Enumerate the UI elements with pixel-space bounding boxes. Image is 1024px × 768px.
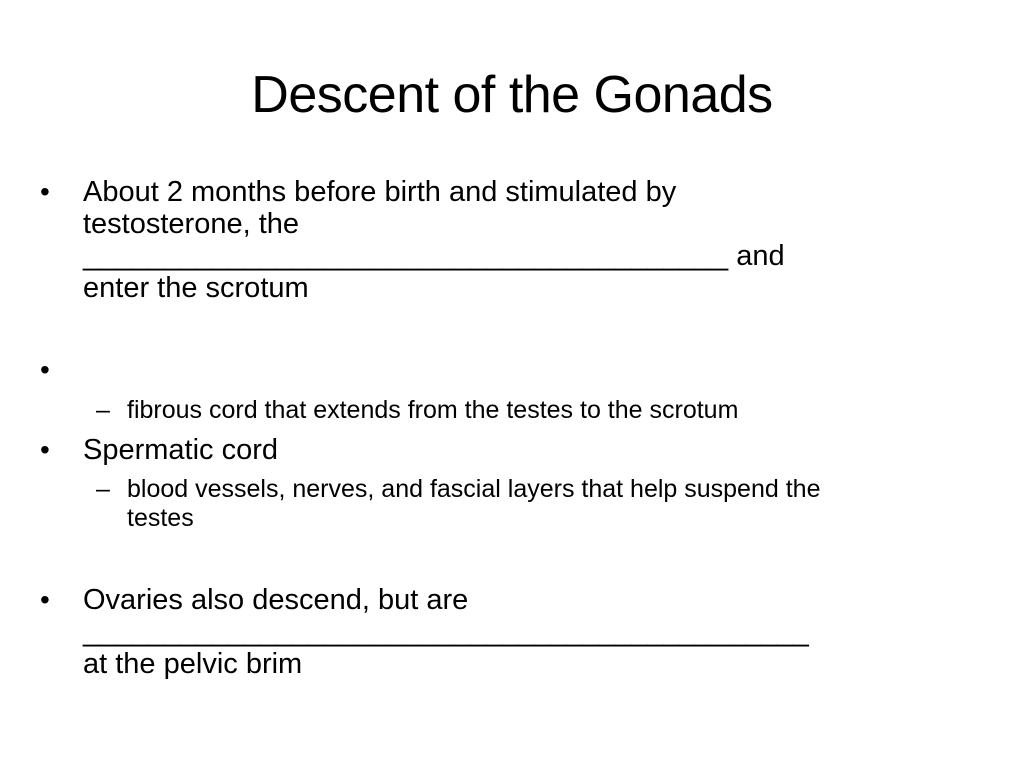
bullet-marker: • <box>40 354 50 385</box>
bullet-4-line-2: _____________________________________________ <box>83 616 809 648</box>
bullet-1-line-2: testosterone, the <box>83 208 300 240</box>
bullet-marker: • <box>40 584 50 615</box>
bullet-4-line-3: at the pelvic brim <box>83 648 303 680</box>
sub-bullet-3-line-2: testes <box>127 504 194 532</box>
bullet-marker: • <box>40 434 50 465</box>
bullet-marker: • <box>40 176 50 207</box>
sub-bullet-3-line-1: blood vessels, nerves, and fascial layers that help suspend the <box>127 475 821 503</box>
bullet-4-line-1: Ovaries also descend, but are <box>83 584 469 616</box>
dash-marker: – <box>96 475 110 503</box>
sub-bullet-2-line-1: fibrous cord that extends from the testes to the scrotum <box>127 396 739 424</box>
bullet-1-line-4: enter the scrotum <box>83 272 309 304</box>
bullet-1-line-1: About 2 months before birth and stimulated by <box>83 176 677 208</box>
dash-marker: – <box>96 396 110 424</box>
bullet-1-line-3: ________________________________________ and <box>83 240 785 272</box>
slide-title: Descent of the Gonads <box>251 66 773 124</box>
bullet-3-line-1: Spermatic cord <box>83 434 279 466</box>
